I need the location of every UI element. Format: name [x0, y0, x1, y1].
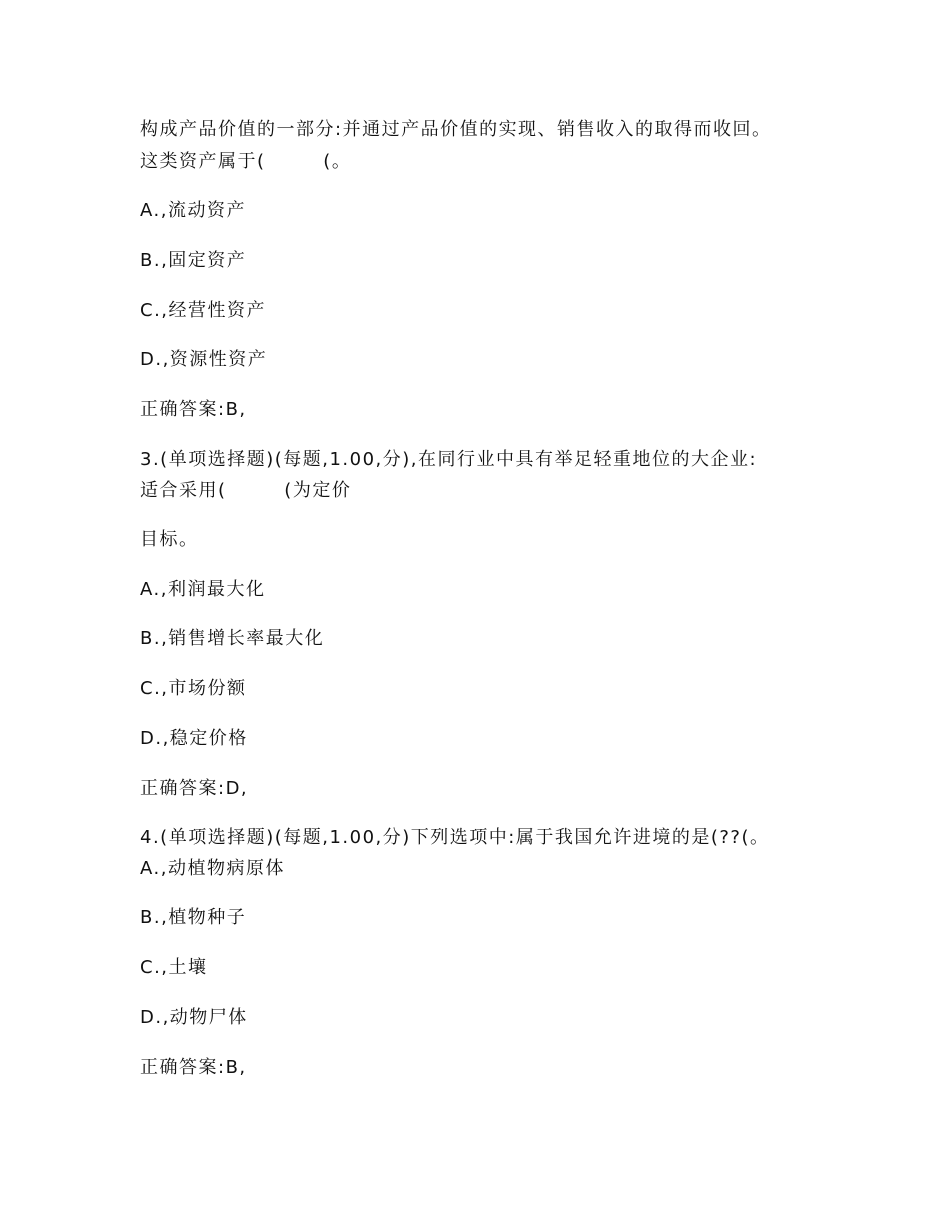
q4-option-b: B.,植物种子 — [140, 907, 247, 928]
q3-option-a: A.,利润最大化 — [140, 579, 266, 600]
q4-option-c: C.,土壤 — [140, 957, 208, 978]
q2-answer: 正确答案:B, — [140, 399, 247, 420]
q2-option-a: A.,流动资产 — [140, 200, 246, 221]
q3-stem-line1: 3.(单项选择题)(每题,1.00,分),在同行业中具有举足轻重地位的大企业: — [140, 449, 758, 470]
q4-answer: 正确答案:B, — [140, 1057, 247, 1078]
q4-option-d: D.,动物尸体 — [140, 1007, 248, 1028]
q4-option-a: A.,动植物病原体 — [140, 858, 285, 879]
q2-stem-line2: 这类资产属于( (。 — [140, 151, 352, 172]
q3-option-c: C.,市场份额 — [140, 678, 247, 699]
q2-option-d: D.,资源性资产 — [140, 349, 268, 370]
q3-answer: 正确答案:D, — [140, 778, 249, 799]
q3-option-b: B.,销售增长率最大化 — [140, 628, 325, 649]
q3-stem-line3: 目标。 — [140, 529, 199, 550]
q4-stem-line1: 4.(单项选择题)(每题,1.00,分)下列选项中:属于我国允许进境的是(??(。 — [140, 827, 770, 848]
q3-option-d: D.,稳定价格 — [140, 728, 248, 749]
q3-stem-line2: 适合采用( (为定价 — [140, 480, 352, 501]
q2-stem-line1: 构成产品价值的一部分:并通过产品价值的实现、销售收入的取得而收回。 — [140, 119, 772, 140]
q2-option-b: B.,固定资产 — [140, 250, 247, 271]
q2-option-c: C.,经营性资产 — [140, 300, 267, 321]
